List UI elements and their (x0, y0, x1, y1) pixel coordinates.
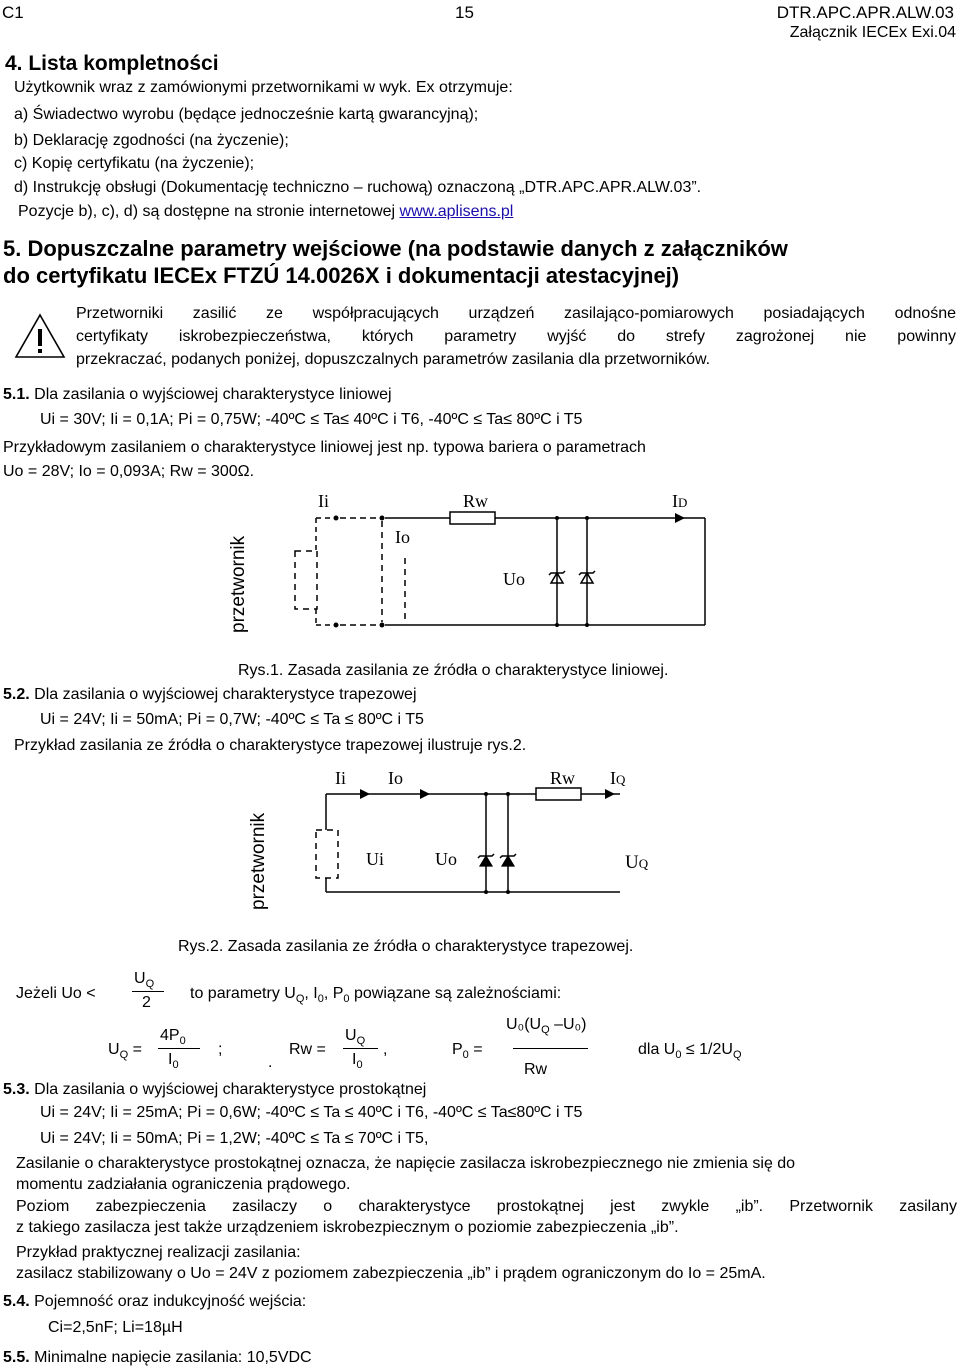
section-5-4-title: Pojemność oraz indukcyjność wejścia: (29, 1293, 307, 1310)
formula-condition-dla: dla $U_0 \le 1/2U_Q$ (638, 1041, 742, 1062)
section-5-1-example: Przykładowym zasilaniem o charakterystyce liniowej jest np. typowa bariera o parametrach (3, 439, 646, 456)
paragraph-line: Poziom zabezpieczenia zasilaczy o charakterystyce prostokątnej jest zwykle „ib”. Przetwornik zasilany (16, 1198, 957, 1215)
section-5-1-number: 5.1. (3, 386, 30, 403)
formula-then-text: to parametry $U_Q$, $I_0$, $P_0$ powiązane są zależnościami: (190, 985, 562, 1006)
note-text: Pozycje b), c), d) są dostępne na stronie internetowej (18, 203, 400, 220)
section-5-2-title: Dla zasilania o wyjściowej charakterystyce trapezowej (29, 686, 417, 703)
figure-1-circuit (220, 488, 740, 658)
annex-label: Załącznik IECEx Exi.04 (789, 24, 956, 41)
section-5-5-number: 5.5. (3, 1349, 30, 1366)
fraction-bar (513, 1048, 588, 1049)
section-5-1-barrier: Uo = 28V; Io = 0,093A; Rw = 300Ω. (3, 463, 255, 480)
list-item: b) Deklarację zgodności (na życzenie); (14, 132, 289, 149)
section-5-4-heading (3, 1293, 306, 1311)
formula-uq-lhs: $U_Q$ = (108, 1041, 142, 1062)
formula-rw-num: $U_Q$ (345, 1027, 366, 1048)
section-5-title-line1: 5. Dopuszczalne parametry wejściowe (na podstawie danych z załączników (3, 236, 788, 261)
fraction-bar (132, 991, 164, 992)
figure-2-caption: Rys.2. Zasada zasilania ze źródła o charakterystyce trapezowej. (178, 938, 634, 955)
label-ii: Ii (335, 768, 346, 788)
formula-comma: , (383, 1041, 388, 1058)
section-5-2-example: Przykład zasilania ze źródła o charakterystyce trapezowej ilustruje rys.2. (14, 737, 527, 754)
label-uq: UQ (625, 852, 649, 873)
formula-frac1-den: 2 (142, 994, 151, 1011)
doc-code: DTR.APC.APR.ALW.03 (776, 3, 954, 22)
section-4-intro: Użytkownik wraz z zamówionymi przetwornikami w wyk. Ex otrzymuje: (14, 79, 513, 96)
paragraph-line: zasilacz stabilizowany o Uo = 24V z poziomem zabezpieczenia „ib” i prądem ograniczonym do Io = 25mA. (16, 1265, 766, 1282)
section-5-2-number: 5.2. (3, 686, 30, 703)
formula-p0-num: $U_0(U_Q$ –U₀) (506, 1016, 587, 1037)
label-uo: Uo (503, 569, 525, 589)
section-5-3-title: Dla zasilania o wyjściowej charakterystyce prostokątnej (29, 1081, 427, 1098)
label-io: Io (388, 768, 403, 788)
figure-1-side-label: przetwornik (228, 535, 249, 633)
warning-line: przekraczać, podanych poniżej, dopuszczalnych parametrów zasilania dla przetworników. (76, 351, 711, 368)
section-5-3-params: Ui = 24V; Ii = 50mA; Pi = 1,2W; -40ºC ≤ Ta ≤ 70ºC i T5, (40, 1130, 429, 1147)
figure-2-circuit (240, 762, 720, 922)
list-item: a) Świadectwo wyrobu (będące jednocześnie kartą gwarancyjną); (14, 106, 479, 123)
paragraph-line: Zasilanie o charakterystyce prostokątnej oznacza, że napięcie zasilacza iskrobezpiecznego nie zmienia się do (16, 1155, 796, 1172)
page-number: 15 (455, 3, 474, 22)
website-link[interactable]: www.aplisens.pl (399, 203, 514, 220)
formula-uq-den: $I_0$ (168, 1051, 179, 1072)
section-5-1-params: Ui = 30V; Ii = 0,1A; Pi = 0,75W; -40ºC ≤ Ta≤ 40ºC i T6, -40ºC ≤ Ta≤ 80ºC i T5 (40, 411, 583, 428)
list-item: d) Instrukcję obsługi (Dokumentację techniczno – ruchową) oznaczoną „DTR.APC.APR.ALW.03”. (14, 179, 702, 196)
label-iq: IQ (610, 768, 626, 788)
formula-dot: . (268, 1054, 273, 1071)
section-5-2-heading (3, 686, 417, 704)
section-4-title: 4. Lista kompletności (5, 52, 219, 75)
figure-2-side-label: przetwornik (248, 812, 269, 910)
section-5-5-heading (3, 1349, 312, 1367)
formula-p0-lhs: $P_0$ = (452, 1041, 483, 1062)
formula-rw-lhs: Rw = (289, 1041, 326, 1058)
label-ii: Ii (318, 491, 329, 511)
section-5-3-params: Ui = 24V; Ii = 25mA; Pi = 0,6W; -40ºC ≤ Ta ≤ 40ºC i T6, -40ºC ≤ Ta≤80ºC i T5 (40, 1104, 583, 1121)
section-5-3-heading (3, 1081, 426, 1099)
section-5-4-value: Ci=2,5nF; Li=18µH (48, 1319, 183, 1336)
paragraph-line: z takiego zasilacza jest także urządzeniem iskrobezpiecznym o poziomie zabezpieczenia „ib”. (16, 1219, 679, 1236)
section-5-1-heading (3, 386, 392, 404)
label-uo: Uo (435, 849, 457, 869)
label-id: ID (672, 491, 688, 511)
formula-frac1-num: $U_Q$ (134, 970, 155, 991)
paragraph-line: momentu zadziałania ograniczenia prądowego. (16, 1176, 351, 1193)
header-section: C1 (2, 3, 24, 22)
label-io: Io (395, 527, 410, 547)
section-5-5-title: Minimalne napięcie zasilania: 10,5VDC (29, 1349, 312, 1366)
section-5-3-number: 5.3. (3, 1081, 30, 1098)
formula-uq-num: $4P_0$ (160, 1027, 186, 1048)
label-ui: Ui (366, 849, 384, 869)
section-5-2-params: Ui = 24V; Ii = 50mA; Pi = 0,7W; -40ºC ≤ Ta ≤ 80ºC i T5 (40, 711, 424, 728)
formula-separator: ; (218, 1041, 223, 1058)
section-5-1-title: Dla zasilania o wyjściowej charakterystyce liniowej (29, 386, 392, 403)
fraction-bar (158, 1048, 200, 1049)
label-rw: Rw (550, 768, 576, 788)
section-5-title-line2: do certyfikatu IECEx FTZÚ 14.0026X i dokumentacji atestacyjnej) (3, 263, 680, 288)
figure-1-caption: Rys.1. Zasada zasilania ze źródła o charakterystyce liniowej. (238, 662, 669, 679)
formula-condition-text: Jeżeli Uo < (16, 985, 96, 1002)
warning-icon (14, 312, 66, 360)
fraction-bar (343, 1048, 378, 1049)
formula-rw-den: $I_0$ (352, 1051, 363, 1072)
warning-line: certyfikaty iskrobezpieczeństwa, których parametry wyjść do strefy zagrożonej nie powinny (76, 328, 956, 345)
section-5-4-number: 5.4. (3, 1293, 30, 1310)
paragraph-line: Przykład praktycznej realizacji zasilania: (16, 1244, 301, 1261)
formula-p0-den: Rw (524, 1061, 548, 1078)
label-rw: Rw (463, 491, 489, 511)
section-4-note (18, 203, 513, 221)
warning-line: Przetworniki zasilić ze współpracujących urządzeń zasilająco-pomiarowych posiadających odnośne (76, 305, 956, 322)
list-item: c) Kopię certyfikatu (na życzenie); (14, 155, 255, 172)
